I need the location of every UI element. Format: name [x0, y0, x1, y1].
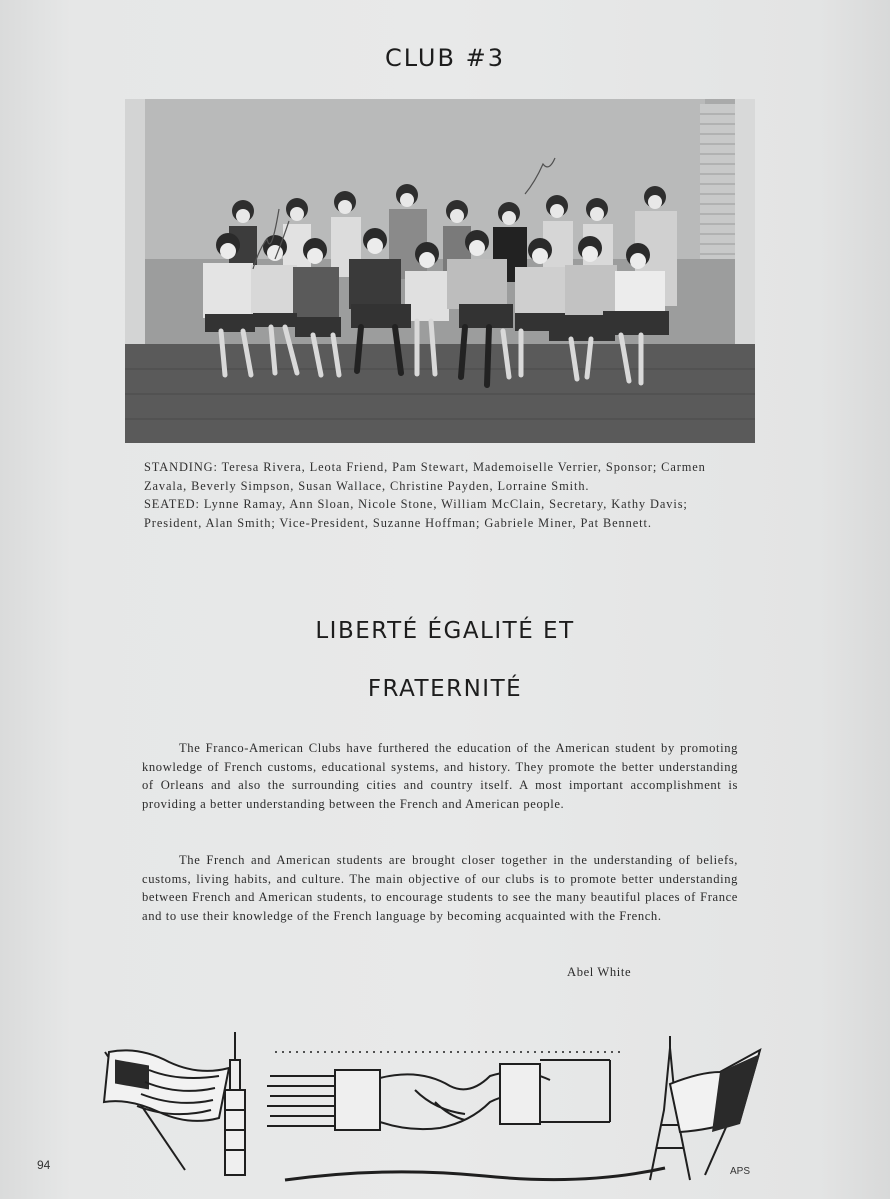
club-group-photo — [125, 99, 755, 443]
flags-handshake-illustration — [95, 1030, 775, 1185]
section-heading-line-2: FRATERNITÉ — [367, 676, 523, 702]
paragraph-2-text: The French and American students are brought closer together in the understanding of beliefs, customs, living habits, and culture. The main objective of our clubs is to promote better understanding between French and American students, to encourage students to see the many beautiful places of France and to use their knowledge of the French language by becoming acquainted with the French. — [142, 853, 738, 923]
paragraph-1-text: The Franco-American Clubs have furthered the education of the American student by promoting knowledge of French customs, educational systems, and history. They promote the better understanding of Orleans and also the surrounding cities and country itself. A most important accomplishment is providing a better understanding between the French and American people. — [142, 741, 738, 811]
body-paragraph-2 — [142, 851, 738, 925]
section-heading-line-1: LIBERTÉ ÉGALITÉ ET — [315, 618, 575, 644]
caption-standing: STANDING: Teresa Rivera, Leota Friend, Pam Stewart, Mademoiselle Verrier, Sponsor; Carmen Zavala, Beverly Simpson, Susan Wallace, Christine Payden, Lorraine Smith. — [144, 460, 706, 493]
handshake-drawing-icon — [95, 1030, 775, 1185]
photo-caption — [144, 458, 744, 532]
artist-initials: APS — [730, 1166, 751, 1177]
page-title: CLUB #3 — [385, 44, 505, 72]
author-signature: Abel White — [567, 965, 632, 979]
caption-seated: SEATED: Lynne Ramay, Ann Sloan, Nicole Stone, William McClain, Secretary, Kathy Davis; President, Alan Smith; Vice-President, Suzanne Hoffman; Gabriele Miner, Pat Bennett. — [144, 497, 688, 530]
page-number: 94 — [37, 1158, 51, 1172]
body-paragraph-1 — [142, 739, 738, 813]
